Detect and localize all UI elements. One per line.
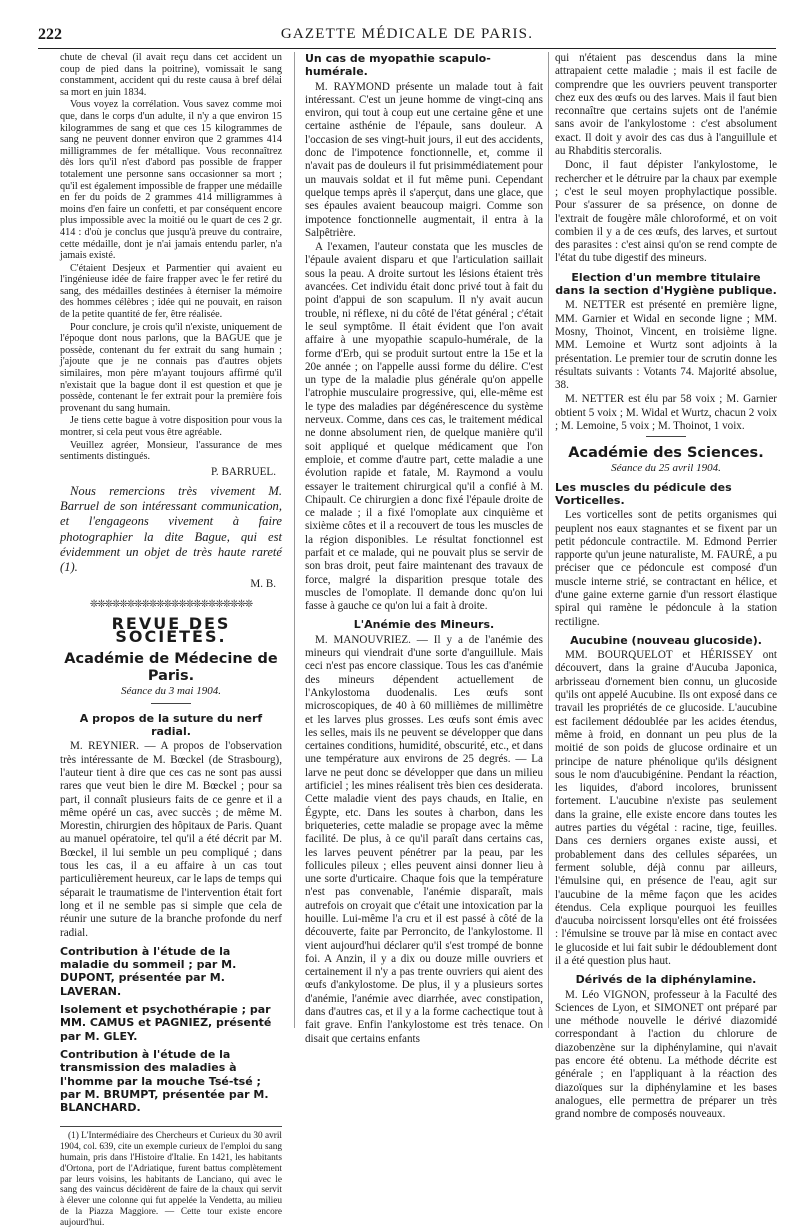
letter-paragraph: Je tiens cette bague à votre disposition pour vous la montrer, si cela peut vous être agréable.	[60, 415, 282, 438]
article-paragraph: A l'examen, l'auteur constata que les muscles de l'épaule avaient disparu et que l'articulation saillait sous la peau. A droite surtout les lésions étaient très avancées. Cet individu était donc privé tout à fait du point d'appui de son scapulum. Il n'y avait aucun trouble, ni réflexe, ni du côté de l'état général ; c'était le seul symptôme. Il était évident que l'on avait affaire à une myopathie scapulo-humérale, de la forme d'Erb, qui se produit surtout entre la 15e et la 20e année ; on l'appelle aussi forme du délire. C'est un type de la maladie plus générale qu'on appelle l'atrophie musculaire progressive, qui, elle-même est le type des maladies par dégénérescence du système nerveux. Comme, dans ces cas, le traitement médical ne donne absolument rien, de quelque manière qu'il soit appliqué et quelque médicament que l'on emploie, et comme d'autre part, cette maladie a une évolution rapide et fatale, M. Raymond a voulu essayer le traitement chirurgical qu'il a confié à M. Chipault. Ce chirurgien a donc fixé l'épaule droite de ce malade ; il a fixé l'omoplate aux cinquième et sixième côtes et il a recouvert de tous les muscles de la région disponibles. Le résultat fonctionnel est parfait et ce malade, qui ne pouvait plus se servir de son bras droit, peut faire maintenant des travaux de force, malgré la disparition presque totale des muscles de l'omoplate. Il demande donc qu'on lui fasse à gauche ce qu'on lui a fait à droite.	[305, 241, 543, 613]
page-header	[38, 22, 776, 49]
article-paragraph: M. MANOUVRIEZ. — Il y a de l'anémie des mineurs qui viendrait d'une sorte d'anguillule. Mais ceci n'est pas encore classique. Tous les cas d'anémie des mineurs dépendent actuellement de l'Ankylostoma duodenalis. Les œufs sont microscopiques, de 40 à 60 millièmes de millimètre et les larves plus grosses. Les œufs sont émis avec les selles, mais ils ne peuvent se développer que dans certaines conditions, humidité, obscurité, etc., et dans une température aux environs de 25 degrés. — La larve ne peut donc se développer que dans un milieu artificiel ; les mines réalisent très bien ces desiderata. Cette maladie vient des pays chauds, en Italie, en Égypte, etc. Dans les soutes à charbon, dans les briqueteries, cette maladie se propage avec la même facilité. De plus, à ce qu'il paraît dans certains cas, les larves peuvent pénétrer par la peau, par les follicules pileux ; elles peuvent ainsi donner lieu à une sorte d'urticaire. Chaque fois que la température n'est pas convenable, l'anémie disparaît, mais autrefois on croyait que c'était une intoxication par la houille. Lui-même l'a cru et il est passé à côté de la découverte, faite par Perroncito, de l'ankylostome. Il vient aujourd'hui déclarer qu'il s'est trompé de bonne foi. A Anzin, il y a dix ou douze mille ouvriers et certainement il n'y a pas trente ouvriers qui aient des œufs d'ankylostome. De plus, il y a plusieurs sortes d'anémie, l'anémie avec diarrhée, avec constipation, dans d'autres cas, et il y a la forme cachectique tout à fait grave. Enfin l'ankylostome est très tenace. On disait que certains enfants	[305, 633, 543, 1045]
journal-title: GAZETTE MÉDICALE DE PARIS.	[280, 26, 534, 42]
article-heading: Isolement et psychothérapie ; par MM. CAMUS et PAGNIEZ, présenté par M. GLEY.	[60, 1003, 272, 1043]
article-heading: A propos de la suture du nerf radial.	[79, 711, 263, 739]
column-rule-2	[548, 52, 549, 1028]
article-heading: Contribution à l'étude de la maladie du sommeil ; par M. DUPONT, présentée par M. LAVERAN.	[60, 944, 237, 998]
editor-thanks: Nous remercions très vivement M. Barruel de son intéressant communication, et l'engageons vivement à faire photographier la dite Bague, qui est évidemment un objet de très haute rareté (1).	[60, 484, 282, 575]
page-number: 222	[38, 26, 62, 43]
session-date: Séance du 25 avril 1904.	[611, 462, 721, 475]
short-rule	[151, 703, 191, 704]
article-paragraph: M. RAYMOND présente un malade tout à fait intéressant. C'est un jeune homme de vingt-cinq ans environ, qui tout à coup eut une certaine gêne et une certaine asthénie de l'épaule, sans douleur. A l'occasion de ses vingt-huit jours, il eut des accidents, donc de l'impotence fonctionnelle, et, comme il n'avait pas de douleurs il fut prisimmédiatement pour un mauvais soldat et il fut même puni. Cependant quelque temps après il s'aperçut, dans une glace, que ses épaules avaient beaucoup maigri. Comme son impotence fonctionnelle augmentait, il entra à la Salpêtrière.	[305, 80, 543, 239]
article-heading: Election d'un membre titulaire dans la section d'Hygiène publique.	[555, 270, 777, 298]
letter-paragraph: Veuillez agréer, Monsieur, l'assurance de mes sentiments distingués.	[60, 439, 282, 463]
article-paragraph: M. REYNIER. — A propos de l'observation très intéressante de M. Bœckel (de Strasbourg), l'auteur tient à dire que ces cas ne sont pas aussi rares que veut bien le dire M. Bœckel ; pour sa part, il connaît plusieurs faits de ce genre et il a même opéré un cas, avec succès ; de même M. Morestin, chirurgien des hôpitaux de Paris. Quant au manuel opératoire, tel qu'il a été décrit par M. Bœckel, il lui semble un peu compliqué ; dans tous les cas, il a eu affaire à un cas tout particulièrement heureux, car le laps de temps qui séparait le traumatisme de l'intervention était fort long et il ne semble pas si simple que cela de réunir une suture de la branche profonde du nerf radial.	[60, 740, 282, 939]
article-heading: Dérivés de la diphénylamine.	[575, 973, 757, 987]
session-date: Séance du 3 mai 1904.	[121, 685, 221, 698]
article-heading: Aucubine (nouveau glucoside).	[570, 633, 762, 647]
letter-signature: P. BARRUEL.	[210, 465, 276, 478]
article-heading: Un cas de myopathie scapulo-humérale.	[305, 52, 491, 79]
academy-title: Académie des Sciences.	[568, 445, 764, 462]
footnote	[60, 1126, 282, 1228]
article-heading: Les muscles du pédicule des Vorticelles.	[555, 480, 732, 507]
article-paragraph: M. NETTER est présenté en première ligne, MM. Garnier et Widal en seconde ligne ; MM. Mosny, Thoinot, Vincent, en troisième ligne. MM. Lemoine et Wurtz sont adjoints à la présentation. Le premier tour de scrutin donne les résultats suivants : Votants 74. Majorité absolue, 38.	[555, 299, 777, 392]
article-paragraph: M. Léo VIGNON, professeur à la Faculté des Sciences de Lyon, et SIMONET ont préparé par une méthode nouvelle le dérivé diazomidé correspondant à l'action du chlorure de diazobenzène sur la diphénylamine, qui n'avait pas encore été obtenu. La méthode décrite est générale ; en l'appliquant à la réaction des diazoïques sur la diphénylamine et les bases analogues, elle permettra de préparer un très grand nombre de composés nouveaux.	[555, 988, 777, 1121]
column-1	[60, 52, 282, 1228]
letter-paragraph: chute de cheval (il avait reçu dans cet accident un coup de pied dans la poitrine), vomissait le sang constamment, accident qui du reste causa à bref délai sa mort en juin 1834.	[60, 52, 282, 98]
article-paragraph: qui n'étaient pas descendus dans la mine attrapaient cette maladie ; mais il est facile de comprendre que les ouvriers peuvent transporter chez eux des œufs ou des larves. Mais il faut bien reconnaître que certains sujets ont de l'anémie sans avoir de l'ankylostome : c'est absolument exact. Il doit y avoir des cas dus à l'anguillule et au Rhabditis stercoralis.	[555, 52, 777, 158]
letter-paragraph: Pour conclure, je crois qu'il n'existe, uniquement de l'époque dont nous parlons, que la BAGUE que je possède, contenant du fer extrait du sang humain ; j'ajoute que je ne connais pas d'autres objets similaires, mon père m'ayant toujours affirmé qu'il n'existait que la bague dont il est question et que je possède, contenant le fer extrait pour la première fois provenant du sang humain.	[60, 321, 282, 414]
footnote-text: (1) L'Intermédiaire des Chercheurs et Curieux du 30 avril 1904, col. 639, cite un exemple curieux de l'emploi du sang humain, pris dans l'Histoire d'Italie. En 1421, les habitants d'Ortona, port de l'Adriatique, furent battus complètement par leurs voisins, les habitants de Lanciano, qui avec le sang des vaincus décidèrent de faire de la chaux qui servit à élever une colonne qui fut appelée la Vendetta, au milieu de la Piazza Maggiore. — Cette tour existe encore aujourd'hui.	[60, 1131, 282, 1228]
article-heading: L'Anémie des Mineurs.	[353, 618, 495, 632]
article-paragraph: MM. BOURQUELOT et HÉRISSEY ont découvert, dans la graine d'Aucuba Japonica, arbrisseau d'ornement bien connu, un glucoside qu'ils ont appelé Aucubine. Ils ont exposé dans ce travail les propriétés de ce glucoside. L'aucubine est facilement dédoublée par les acides étendus, même à froid, en donnant un peu plus de la moitié de son poids de glucose ordinaire et un principe de nature phénolique qu'ils désignent sous le nom d'aucubigénine. Pendant la réaction, les liquides, d'abord incolores, brunissent fortement. L'aucubine n'existe pas seulement dans la graine, elle existe encore dans toutes les autres parties du végétal : racine, tige, feuilles. Dans ces derniers organes existe aussi, et probablement dans des cellules séparées, un ferment soluble, déjà connu par ailleurs, l'émulsine qui, en présence de l'eau, agit sur l'aucubine de la même façon que les acides étendus. Cela explique pourquoi les feuilles d'aucuba noircissent lorsqu'elles ont été froissées : l'émulsine se trouve par là mise en contact avec le glucoside et lui fait subir le dédoublement dont il a été question plus haut.	[555, 649, 777, 967]
article-paragraph: M. NETTER est élu par 58 voix ; M. Garnier obtient 5 voix ; M. Widal et Wurtz, chacun 2 voix ; M. Lemoine, 5 voix ; M. Thoinot, 1 voix.	[555, 393, 777, 433]
letter-paragraph: C'étaient Desjeux et Parmentier qui avaient eu l'ingénieuse idée de faire frapper avec le fer retiré du sang, des médailles destinées à éterniser la mémoire des hommes célèbres ; idée qui ne pouvait, en raison de la petite quantité de fer, être réalisée.	[60, 262, 282, 321]
editor-signature: M. B.	[250, 578, 276, 591]
letter-paragraph: Vous voyez la corrélation. Vous savez comme moi que, dans le corps d'un adulte, il n'y a que environ 15 kilogrammes de sang et que ces 15 kilogrammes de sang ne peuvent donner environ que 2 grammes 414 milligrammes de fer métallique. Vous reconnaîtrez dès lors qu'il n'est d'abord pas possible de frapper totalement une personne sans occasionner sa mort ; qu'il est également impossible de frapper une médaille en fer du poids de 2 grammes 414 milligrammes à moins d'en faire un confetti, et par conséquent encore plus impossible avec la moitié ou le quart de ces 2 gr. 414 : d'où je conclus que jusqu'à preuve du contraire, cette médaille, dont je n'ai jamais entendu parler, n'a jamais existé.	[60, 99, 282, 262]
article-paragraph: Donc, il faut dépister l'ankylostome, le rechercher et le détruire par la chaux par exemple ; c'est le seul moyen prophylactique possible. Pour s'assurer de sa présence, on donne de l'extrait de fougère mâle chloroformé, et on voit combien il y a de ces œufs, des larves, et surtout des parasites : c'est ainsi qu'on se rend compte de l'état du tube digestif des mineurs.	[555, 159, 777, 265]
column-3	[555, 52, 777, 1121]
article-paragraph: Les vorticelles sont de petits organismes qui peuplent nos eaux stagnantes et se fixent par un petit pédoncule contractile. M. Edmond Perrier rapporte qu'un jeune naturaliste, M. FAURÉ, a pu préciser que ce pédoncule est composé d'un muscle interne strié, se contractant en hélice, et d'une gaine externe garnie d'un ressort élastique spiral qui ramène le pédoncule à la station rectiligne.	[555, 509, 777, 628]
academy-title: Académie de Médecine de Paris.	[64, 651, 278, 685]
ornament-divider: ❊❊❊❊❊❊❊❊❊❊❊❊❊❊❊❊❊❊❊❊❊❊	[89, 598, 253, 610]
column-rule-1	[294, 52, 295, 1028]
column-2	[305, 52, 543, 1045]
section-title: REVUE DES SOCIÉTÉS.	[111, 613, 231, 647]
short-rule	[646, 436, 686, 437]
letter-text	[60, 52, 282, 463]
article-heading: Contribution à l'étude de la transmission des maladies à l'homme par la mouche Tsé-tsé ; par M. BRUMPT, présentée par M. BLANCHARD.	[60, 1047, 269, 1115]
